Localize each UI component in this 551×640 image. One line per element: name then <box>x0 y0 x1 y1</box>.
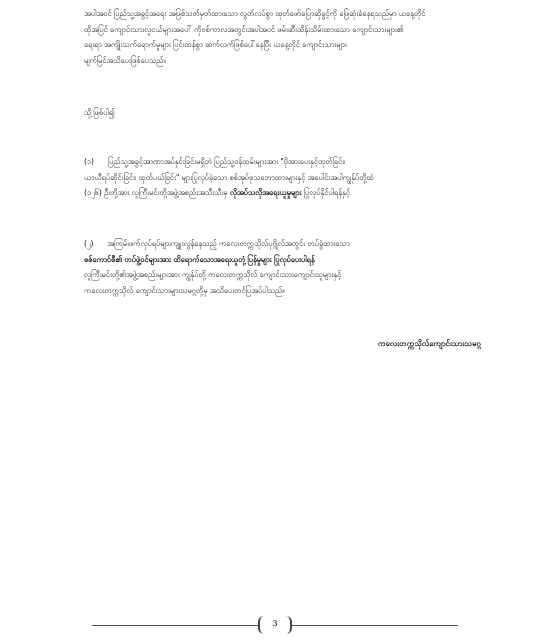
text-line <box>84 154 482 170</box>
page-number: 3 <box>272 619 278 629</box>
text-line: (၁၂၆) ဦးတို့အား လူကြီးမင်းတို့အဖွဲ့အစည်းအသီးသီးမှ လိုအပ်သလိုအရေးယူမှုများ ပြုလုပ်နိုင်ပါရန်နှင့် <box>84 188 350 197</box>
item-number: (၂) <box>84 239 94 248</box>
text-line: မျက်မြင်အသိပေးဖြစ်ပေသည်။ <box>84 55 166 65</box>
emphasis-text: လိုအပ်သလိုအရေးယူမှုများ <box>229 188 302 197</box>
footer-rule-left <box>92 625 258 626</box>
item-number: (၁) <box>84 157 94 166</box>
text-line: ယာယီရပ်ဆိုင်းခြင်း၊ ထုတ်ပယ်ခြင်း" များပြုလုပ်ခဲ့သော စစ်အုပ်စုသဘောထားများနှင့် အပေါင်းအပါကျွန်ုပ်တို့ထံ <box>84 172 374 182</box>
text-line <box>84 236 482 252</box>
paragraph-intro <box>84 6 482 68</box>
text-line: လူကြီးမင်းတို့၏အဖွဲ့အစည်းများအား ကျွန်ုပ်တို့ ကလေးတက္ကသိုလ် ကျောင်းသားကျောင်းသူများနှင့် <box>84 270 342 279</box>
text-line: ကလေးတက္ကသိုလ် ကျောင်းသားများသမဂ္ဂတို့မှ အသိပေးတင်ပြအပ်ပါသည်။ <box>84 285 285 295</box>
text-line: စစ်ကောင်စီ၏ တပ်ဖွဲ့ဝင်များအား ထိရောက်သောအရေးယူတုံ့ပြန်မှုများ ပြုလုပ်ပေးပါရန် <box>84 254 315 264</box>
text-line: ထိုအပြင် ကျောင်းသားလူငယ်များအပေါ် ကိုဗစ်ကာလအတွင်းအပါအဝင် ဖမ်းဆီးထိန်းသိမ်းထားသော ကျောင်းသားများ၏ <box>84 24 404 34</box>
text-line: အပါအဝင် ပြည်သူ့အခွင့်အရေး အဖြစ်သတ်မှတ်ထားသော လွတ်လပ်စွာ ထုတ်ဖော်ပြောဆိုခွင့်ကို ဖြေဆုံးခံနေရသည်မှာ ယနေ့တိုင် <box>84 9 426 18</box>
footer-rule-right <box>292 625 458 626</box>
line-text: အကြမ်းဖက်လုပ်ရပ်များကျူးလွန်နေသည့် ကလေးတက္ကသိုလ်ပုဂ္ဂိုလ်အတွင်း တပ်ခွဲထားသော <box>107 239 350 248</box>
line-text: ပြည်သူ့အခွင့်အာဏာအပ်နှင်းခြင်းမရှိဘဲ ပြည်သူ့ဝန်ထမ်းများအား "ဗိုအားပေးနှင့်ထုတ်ခြင်း၊ <box>107 157 346 166</box>
signature: ကလေးတက္ကသိုလ်ကျောင်းသားသမဂ္ဂ <box>378 339 481 348</box>
paragraph-demand-1 <box>84 154 482 201</box>
greeting: သို့ဖြစ်ပါ၍ <box>84 108 115 117</box>
text-line: ရေးရာ အကျိုးသက်ရောက်မှုများ ပြင်းထန်စွာ ဆက်လက်ဖြစ်ပေါ်နေပြီး ယနေ့တိုင် ကျောင်းသားများ <box>84 40 347 49</box>
paragraph-demand-2 <box>84 236 482 298</box>
